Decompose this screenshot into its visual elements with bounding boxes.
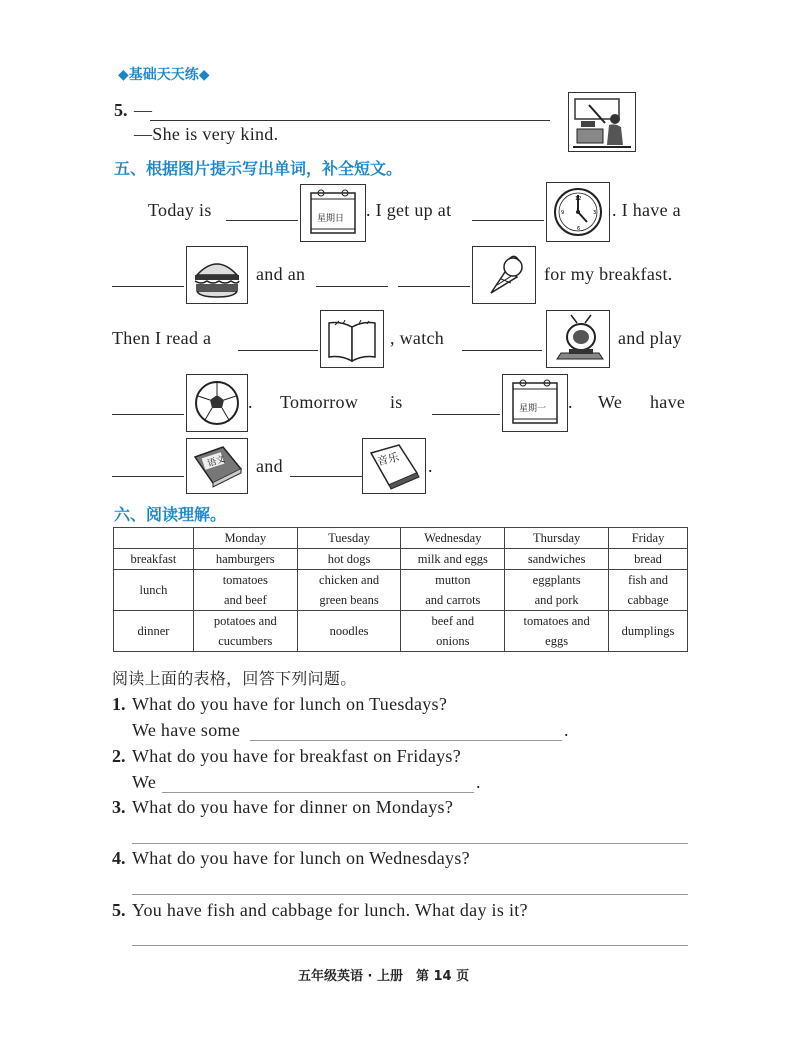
- line3-text-3: and play: [618, 328, 682, 348]
- question-2-text: What do you have for breakfast on Fridays?: [132, 746, 461, 766]
- table-row: [114, 570, 688, 611]
- svg-text:9: 9: [561, 210, 565, 216]
- adjective-blank[interactable]: [316, 286, 388, 287]
- table-cell: [297, 611, 401, 652]
- line1-text-3: . I have a: [612, 200, 681, 220]
- table-cell-line: and pork: [534, 593, 579, 607]
- table-cell: [297, 570, 401, 611]
- question-4-number: 4.: [112, 848, 126, 868]
- calendar-monday-label: 星期一: [519, 404, 547, 414]
- hamburger-picture: [186, 246, 248, 304]
- svg-text:3: 3: [593, 210, 597, 216]
- table-cell-line: milk and eggs: [417, 552, 488, 566]
- tomorrow-day-blank[interactable]: [432, 414, 500, 415]
- table-cell-line: chicken and: [319, 573, 380, 587]
- book-picture: [320, 310, 384, 368]
- reading-instruction: 阅读上面的表格，回答下列问题。: [112, 669, 357, 688]
- table-cell: [297, 549, 401, 570]
- subject-blank-1[interactable]: [112, 476, 184, 477]
- time-blank[interactable]: [472, 220, 544, 221]
- line5-text-1: and: [256, 456, 283, 476]
- table-cell: [193, 570, 297, 611]
- watch-blank[interactable]: [462, 350, 542, 351]
- question-1-text: What do you have for lunch on Tuesdays?: [132, 694, 448, 714]
- table-cell: [505, 570, 609, 611]
- line4-text-3: is: [390, 392, 403, 412]
- line3-text-2: , watch: [390, 328, 445, 348]
- table-cell: [505, 611, 609, 652]
- line5-text-2: .: [428, 456, 433, 476]
- page-footer: 五年级英语 · 上册 第 14 页: [298, 969, 470, 984]
- food-blank-1[interactable]: [112, 286, 184, 287]
- calendar-sunday-picture: [300, 184, 366, 242]
- svg-text:6: 6: [577, 226, 581, 232]
- line2-text-1: and an: [256, 264, 306, 284]
- table-cell-line: dumplings: [621, 624, 675, 638]
- table-row-label: breakfast: [114, 549, 194, 570]
- chinese-book-label: 语文: [206, 454, 227, 470]
- table-header-cell: Thursday: [505, 528, 609, 549]
- table-cell-line: fish and: [628, 573, 668, 587]
- question-3-text: What do you have for dinner on Mondays?: [132, 797, 454, 817]
- section-6-title: 六、阅读理解。: [114, 505, 227, 524]
- food-blank-2[interactable]: [398, 286, 470, 287]
- line2-text-2: for my breakfast.: [544, 264, 673, 284]
- subject-blank-2[interactable]: [290, 476, 362, 477]
- section-5-title: 五、根据图片提示写出单词，补全短文。: [114, 159, 403, 178]
- menu-table: [113, 527, 688, 652]
- table-row-label: lunch: [114, 570, 194, 611]
- table-cell-line: bread: [634, 552, 662, 566]
- table-cell-line: beef and: [431, 614, 475, 628]
- line4-text-6: have: [650, 392, 686, 412]
- ice-cream-picture: [472, 246, 536, 304]
- football-picture: [186, 374, 248, 432]
- question-2-answer-blank[interactable]: [162, 792, 474, 793]
- calendar-sunday-label: 星期日: [317, 214, 345, 224]
- table-cell-line: eggplants: [532, 573, 581, 587]
- q5-dash: —: [134, 100, 153, 120]
- table-row: [114, 549, 688, 570]
- table-cell: [609, 570, 688, 611]
- calendar-monday-picture: [502, 374, 568, 432]
- question-5-text: You have fish and cabbage for lunch. What day is it?: [132, 900, 528, 920]
- q5-answer-blank[interactable]: [150, 120, 550, 121]
- header-tag: ◆基础天天练◆: [118, 67, 210, 83]
- table-header-cell: Tuesday: [297, 528, 401, 549]
- sport-blank[interactable]: [112, 414, 184, 415]
- question-1-number: 1.: [112, 694, 126, 714]
- music-book-picture: [362, 438, 426, 494]
- table-cell-line: eggs: [545, 634, 569, 648]
- table-cell-line: potatoes and: [213, 614, 277, 628]
- question-4-text: What do you have for lunch on Wednesdays?: [132, 848, 470, 868]
- table-cell: [401, 549, 505, 570]
- line4-text-4: .: [568, 392, 573, 412]
- table-cell-line: green beans: [319, 593, 379, 607]
- table-cell: [401, 611, 505, 652]
- table-header-row: [114, 528, 688, 549]
- table-cell-line: mutton: [435, 573, 471, 587]
- line1-text-1: Today is: [148, 200, 212, 220]
- table-cell-line: sandwiches: [527, 552, 586, 566]
- clock-picture: [546, 182, 610, 242]
- q5-number: 5.: [114, 100, 128, 120]
- table-cell-line: tomatoes: [222, 573, 268, 587]
- question-2-prefix: We: [132, 772, 157, 792]
- chinese-book-picture: [186, 438, 248, 494]
- table-cell: [609, 549, 688, 570]
- table-cell-line: and beef: [223, 593, 267, 607]
- table-header-cell: Friday: [609, 528, 688, 549]
- line4-text-1: .: [248, 392, 253, 412]
- question-1-suffix: .: [564, 720, 569, 740]
- table-header-cell: Monday: [193, 528, 297, 549]
- line4-text-5: We: [598, 392, 623, 412]
- table-cell-line: cucumbers: [218, 634, 273, 648]
- question-3-number: 3.: [112, 797, 126, 817]
- line4-text-2: Tomorrow: [280, 392, 359, 412]
- question-1-prefix: We have some: [132, 720, 241, 740]
- line1-text-2: . I get up at: [366, 200, 452, 220]
- question-2-number: 2.: [112, 746, 126, 766]
- table-cell-line: hot dogs: [327, 552, 371, 566]
- question-4-answer-blank[interactable]: [132, 894, 688, 895]
- question-5-number: 5.: [112, 900, 126, 920]
- table-cell: [609, 611, 688, 652]
- table-cell: [505, 549, 609, 570]
- table-header-cell: Wednesday: [401, 528, 505, 549]
- table-cell-line: cabbage: [627, 593, 669, 607]
- table-header-cell: [114, 528, 194, 549]
- question-2-suffix: .: [476, 772, 481, 792]
- question-5-answer-blank[interactable]: [132, 945, 688, 946]
- table-row-label: dinner: [114, 611, 194, 652]
- question-3-answer-blank[interactable]: [132, 843, 688, 844]
- question-1-answer-blank[interactable]: [250, 740, 562, 741]
- table-cell-line: onions: [436, 634, 470, 648]
- table-cell: [193, 549, 297, 570]
- table-cell: [401, 570, 505, 611]
- teacher-picture: [568, 92, 636, 152]
- table-cell-line: noodles: [329, 624, 369, 638]
- day-blank[interactable]: [226, 220, 298, 221]
- table-cell-line: and carrots: [425, 593, 481, 607]
- book-blank[interactable]: [238, 350, 318, 351]
- line3-text-1: Then I read a: [112, 328, 212, 348]
- table-cell: [193, 611, 297, 652]
- q5-reply: —She is very kind.: [134, 124, 279, 144]
- music-book-label: 音乐: [375, 450, 401, 469]
- svg-text:12: 12: [575, 196, 582, 202]
- tv-picture: [546, 310, 610, 368]
- table-cell-line: tomatoes and: [523, 614, 590, 628]
- table-cell-line: hamburgers: [215, 552, 275, 566]
- table-row: [114, 611, 688, 652]
